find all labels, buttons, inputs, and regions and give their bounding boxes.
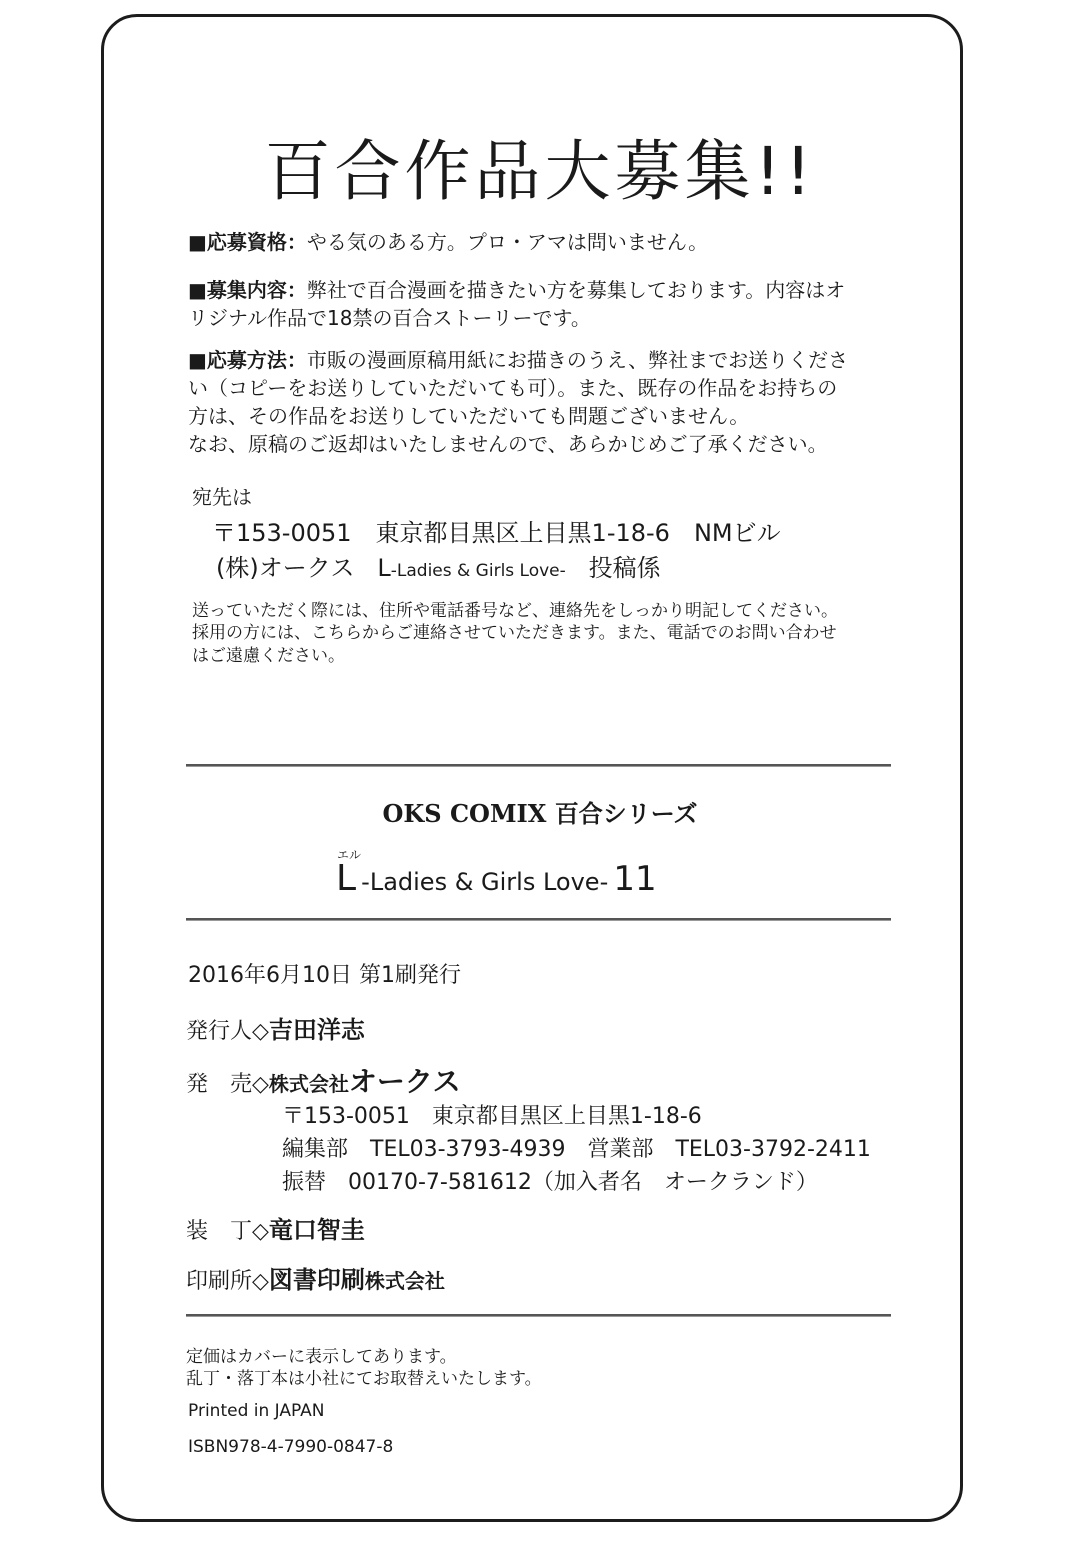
divider-mid bbox=[186, 918, 891, 921]
printed-in: Printed in JAPAN bbox=[188, 1401, 325, 1421]
divider-top bbox=[186, 764, 891, 767]
seller-address: 〒153-0051 東京都目黒区上目黒1-18-6 bbox=[282, 1104, 702, 1129]
seller-label: 発 売◇ bbox=[186, 1072, 269, 1097]
publisher-row bbox=[186, 1010, 365, 1045]
title-ruby: エル bbox=[337, 848, 362, 862]
content-row bbox=[188, 277, 845, 303]
printer-name: 図書印刷 bbox=[268, 1265, 365, 1294]
note-line-2: 採用の方には、こちらからご連絡させていただきます。また、電話でのお問い合わせ bbox=[192, 623, 837, 643]
content-line-2: リジナル作品で18禁の百合ストーリーです。 bbox=[188, 306, 591, 330]
book-title-L: L bbox=[336, 858, 357, 899]
seller-prefix: 株式会社 bbox=[268, 1072, 349, 1096]
book-title bbox=[336, 858, 657, 899]
price-note: 定価はカバーに表示してあります。 bbox=[186, 1347, 457, 1367]
series-name: OKS COMIX 百合シリーズ bbox=[382, 799, 698, 828]
address-line: 〒153-0051 東京都目黒区上目黒1-18-6 NMビル bbox=[212, 519, 781, 547]
method-row bbox=[188, 347, 848, 373]
printer-suffix: 株式会社 bbox=[364, 1269, 445, 1293]
printer-row bbox=[186, 1260, 445, 1295]
address-label: 宛先は bbox=[192, 485, 252, 509]
address-recipient bbox=[216, 548, 661, 583]
method-line-4: なお、原稿のご返却はいたしませんので、あらかじめご了承ください。 bbox=[188, 432, 828, 456]
book-title-subtitle: -Ladies & Girls Love- bbox=[361, 868, 609, 896]
method-line-3: 方は、その作品をお送りしていただいても問題ございません。 bbox=[188, 404, 750, 428]
printer-label: 印刷所◇ bbox=[186, 1269, 269, 1294]
seller-name: オークス bbox=[348, 1065, 461, 1098]
address-company: (株)オークス bbox=[216, 554, 355, 582]
note-line-3: はご遠慮ください。 bbox=[192, 646, 345, 666]
method-line-2: い（コピーをお送りしていただいても可）。また、既存の作品をお持ちの bbox=[188, 376, 838, 400]
issue-date: 2016年6月10日 第1刷発行 bbox=[188, 963, 461, 988]
address-magazine-L: L bbox=[377, 554, 391, 582]
seller-tel: 編集部 TEL03-3793-4939 営業部 TEL03-3792-2411 bbox=[282, 1137, 871, 1162]
method-line-1: 市販の漫画原稿用紙にお描きのうえ、弊社までお送りくださ bbox=[306, 348, 849, 372]
replace-note: 乱丁・落丁本は小社にてお取替えいたします。 bbox=[186, 1369, 542, 1389]
publisher-name: 吉田洋志 bbox=[268, 1015, 365, 1044]
note-line-1: 送っていただく際には、住所や電話番号など、連絡先をしっかり明記してください。 bbox=[192, 601, 838, 621]
eligibility-text: やる気のある方。プロ・アマは問いません。 bbox=[306, 230, 709, 254]
seller-transfer: 振替 00170-7-581612（加入者名 オークランド） bbox=[282, 1170, 818, 1195]
book-volume: 11 bbox=[613, 859, 657, 899]
address-magazine-sub: -Ladies & Girls Love- bbox=[390, 561, 566, 581]
binding-row bbox=[186, 1210, 365, 1245]
seller-row bbox=[186, 1060, 461, 1100]
content-line-1: 弊社で百合漫画を描きたい方を募集しております。内容はオ bbox=[306, 278, 846, 302]
address-dept: 投稿係 bbox=[588, 554, 661, 582]
method-heading: ■応募方法： bbox=[188, 348, 307, 372]
divider-bottom bbox=[186, 1314, 891, 1317]
recruit-title: 百合作品大募集!! bbox=[264, 133, 816, 210]
binding-label: 装 丁◇ bbox=[186, 1219, 269, 1244]
binding-name: 竜口智圭 bbox=[268, 1215, 365, 1244]
content-heading: ■募集内容： bbox=[188, 278, 307, 302]
eligibility-heading: ■応募資格： bbox=[188, 230, 307, 254]
eligibility-row bbox=[188, 229, 708, 255]
publisher-label: 発行人◇ bbox=[186, 1019, 269, 1044]
isbn: ISBN978-4-7990-0847-8 bbox=[188, 1437, 394, 1457]
